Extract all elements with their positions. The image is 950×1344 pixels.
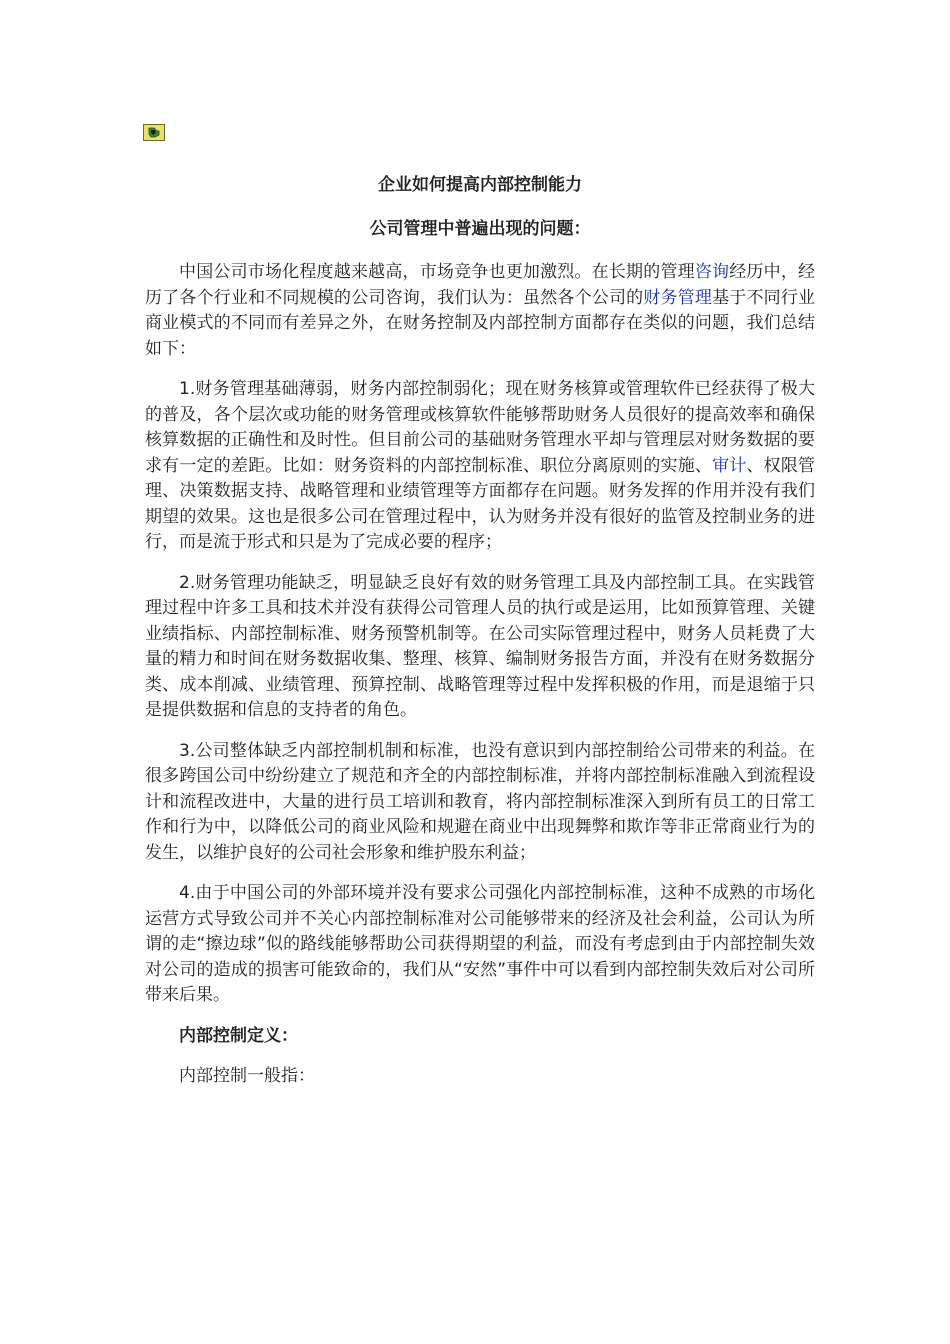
definition-text: 内部控制一般指：: [179, 1066, 315, 1086]
section-subtitle: 公司管理中普遍出现的问题：: [369, 219, 591, 239]
item1-text-1: 1.财务管理基础薄弱，财务内部控制弱化；现在财务核算或管理软件已经获得了极大的普及，各个层次或功能的财务管理或核算软件能够帮助财务人员很好的提高效率和确保核算数据的正确性和及时性。但目前公司的基础财务管理水平却与管理层对财务数据的要求有一定的差距。比如：财务资料的内部控制标准、职位分离原则的实施、: [145, 379, 815, 476]
problem-item-4: 4.由于中国公司的外部环境并没有要求公司强化内部控制标准，这种不成熟的市场化运营方式导致公司并不关心内部控制标准对公司能够带来的经济及社会利益，公司认为所谓的走“擦边球”似的路线能够帮助公司获得期望的利益，而没有考虑到由于内部控制失效对公司的造成的损害可能致命的，我们从“安然”事件中可以看到内部控制失效后对公司所带来后果。: [145, 883, 815, 1005]
problem-item-1: [145, 377, 815, 556]
intro-text-3: 基于不同行业商业模式的不同而有差异之外，在财务控制及内部控制方面都存在类似的问题，我们总结如下：: [145, 287, 816, 359]
problem-item-2: 2.财务管理功能缺乏，明显缺乏良好有效的财务管理工具及内部控制工具。在实践管理过程中许多工具和技术并没有获得公司管理人员的执行或是运用，比如预算管理、关键业绩指标、内部控制标准、财务预警机制等。在公司实际管理过程中，财务人员耗费了大量的精力和时间在财务数据收集、整理、核算、编制财务报告方面，并没有在财务数据分类、成本削减、业绩管理、预算控制、战略管理等过程中发挥积极的作用，而是退缩于只是提供数据和信息的支持者的角色。: [145, 572, 815, 720]
link-audit[interactable]: 审计: [712, 455, 747, 476]
link-consulting[interactable]: 咨询: [694, 262, 730, 282]
document-body: [145, 172, 815, 1105]
problem-item-3: 3.公司整体缺乏内部控制机制和标准，也没有意识到内部控制给公司带来的利益。在很多跨国公司中纷纷建立了规范和齐全的内部控制标准，并将内部控制标准融入到流程设计和流程改进中，大量的进行员工培训和教育，将内部控制标准深入到所有员工的日常工作和行为中，以降低公司的商业风险和规避在商业中出现舞弊和欺诈等非正常商业行为的发生，以维护良好的公司社会形象和维护股东利益；: [145, 740, 815, 863]
item1-text-2: 、权限管理、决策数据支持、战略管理和业绩管理等方面都存在问题。财务发挥的作用并没有我们期望的效果。这也是很多公司在管理过程中，认为财务并没有很好的监管及控制业务的进行，而是流于形式和只是为了完成必要的程序；: [145, 455, 816, 552]
section-heading-definition: 内部控制定义：: [179, 1025, 298, 1046]
intro-text-1: 中国公司市场化程度越来越高，市场竞争也更加激烈。在长期的管理: [179, 262, 695, 282]
document-title: 企业如何提高内部控制能力: [378, 175, 582, 195]
document-logo-icon: [143, 124, 165, 141]
intro-paragraph: [145, 260, 815, 362]
link-financial-management[interactable]: 财务管理: [643, 287, 713, 308]
intro-text-2: 经历中，经历了各个行业和不同规模的公司咨询，我们认为：虽然各个公司的: [145, 262, 816, 308]
